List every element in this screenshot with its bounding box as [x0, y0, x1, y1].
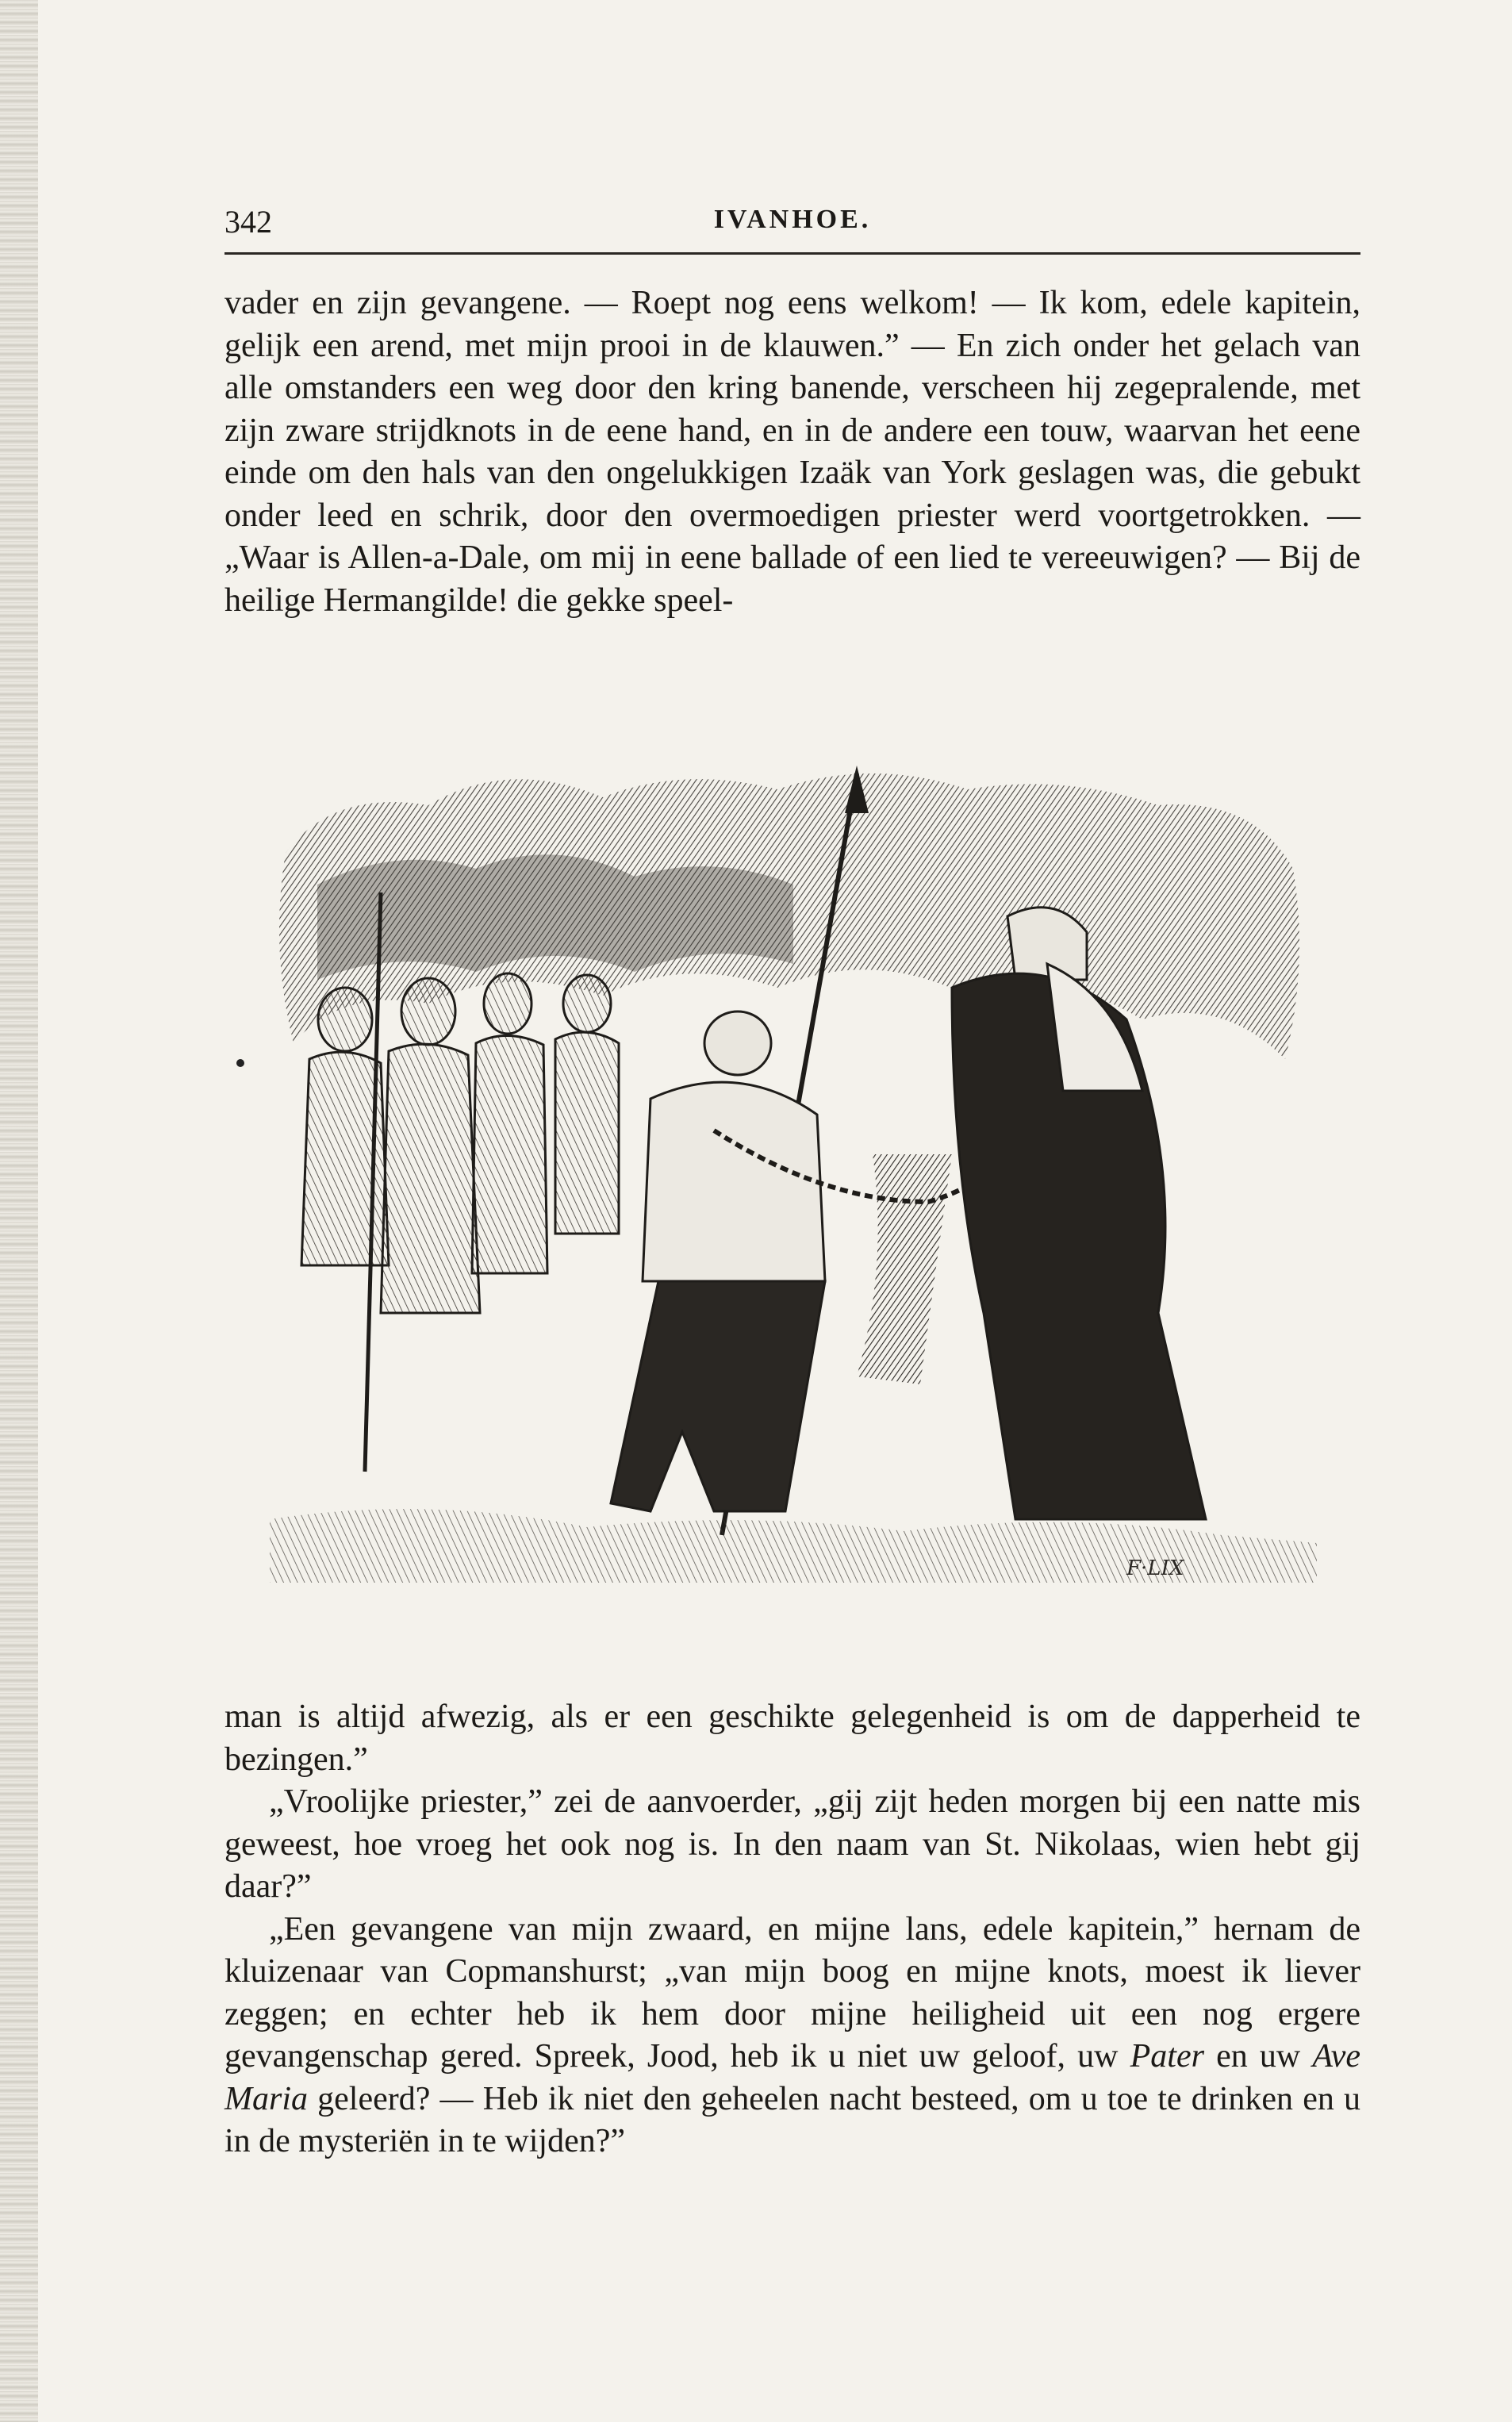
engraver-signature: F·LIX [1126, 1556, 1184, 1580]
engraving-svg [270, 758, 1317, 1614]
text-block-top [224, 282, 1360, 622]
pater-italic: Pater [1130, 2038, 1204, 2075]
running-title: IVANHOE. [713, 205, 872, 234]
paragraph-2: „Vroolijke priester,” zei de aanvoerder, „gij zijt heden morgen bij een natte mis geweest, hoe vroeg het ook nog is. In den naam van St. Nikolaas, wien hebt gij daar?” [224, 1783, 1360, 1905]
outlaw-group [301, 973, 619, 1313]
friar-figure [611, 1011, 825, 1511]
paragraph-3-part-c: geleerd? — Heb ik niet den geheelen nacht besteed, om u toe te drinken en u in de mysteriën in te wijden?” [224, 2080, 1360, 2159]
ave-maria-italic: Ave Maria [224, 2038, 1360, 2117]
paragraph-top: vader en zijn gevangene. — Roept nog eens welkom! — Ik kom, edele kapitein, gelijk een arend, met mijn prooi in de klauwen.” — En zich onder het gelach van alle omstanders een weg door den kring banende, verscheen hij zegepralende, met zijn zware strijdknots in de eene hand, en in de andere een touw, waarvan het eene einde om den hals van den ongelukkigen Izaäk van York geslagen was, die gebukt onder leed en schrik, door den overmoedigen priester werd voortgetrokken. — „Waar is Allen-a-Dale, om mij in eene ballade of een lied te vereeuwigen? — Bij de heilige Hermangilde! die gekke speel- [224, 285, 1360, 619]
page-header [224, 197, 1360, 255]
paragraph-3-part-a: „Een gevangene van mijn zwaard, en mijne lans, edele kapitein,” hernam de kluizenaar van Copmanshurst; „van mijn boog en mijne knots, moest ik liever zeggen; en echter heb ik hem door mijne heiligheid uit een nog ergere gevangenschap gered. Spreek, Jood, heb ik u niet uw geloof, uw [224, 1910, 1360, 2075]
engraving-illustration [270, 758, 1317, 1614]
paragraph-3 [224, 1909, 1360, 2163]
scan-edge [0, 0, 38, 2422]
paragraph-3-part-b: en uw [1203, 2038, 1313, 2075]
page-number: 342 [224, 204, 272, 240]
paragraph-1: man is altijd afwezig, als er een geschikte gelegenheid is om de dapperheid te bezingen.” [224, 1698, 1360, 1778]
text-block-bottom [224, 1696, 1360, 2163]
tree-trunk [857, 1154, 952, 1384]
margin-dot [236, 1059, 244, 1067]
